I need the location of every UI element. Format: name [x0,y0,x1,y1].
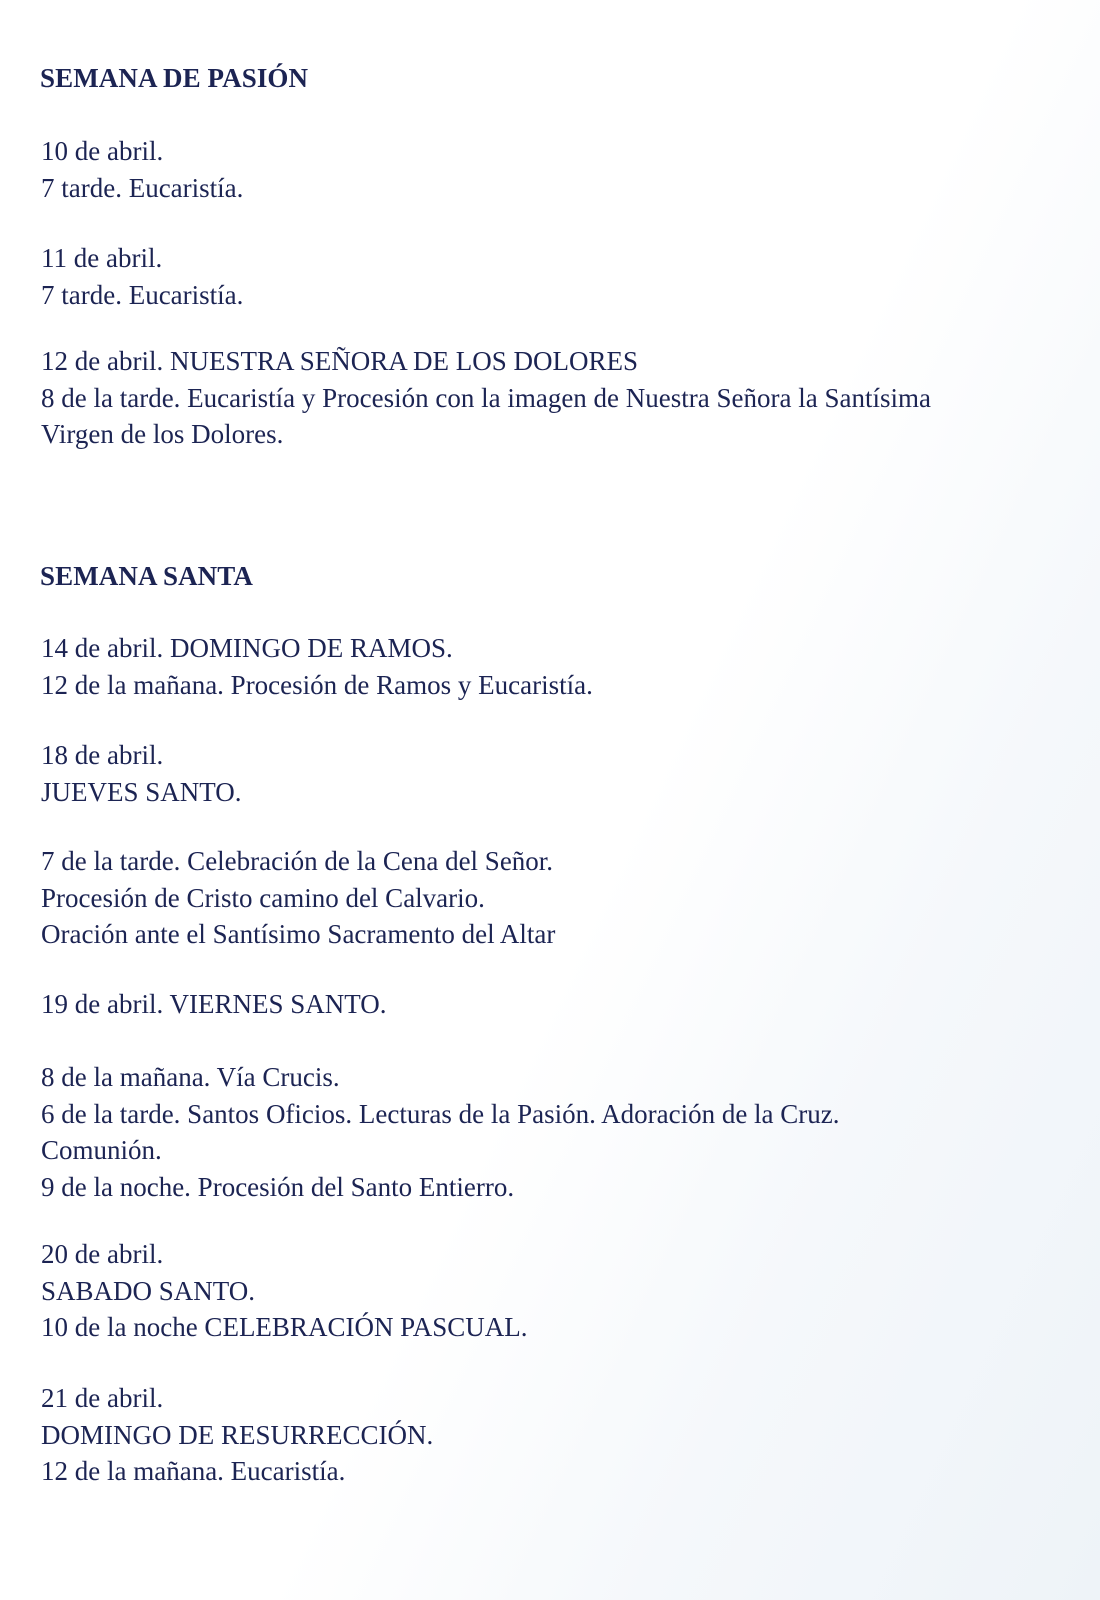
schedule-line: 12 de abril. NUESTRA SEÑORA DE LOS DOLORES [41,346,639,376]
schedule-line: 12 de la mañana. Procesión de Ramos y Eucaristía. [41,669,593,700]
schedule-line: 7 tarde. Eucaristía. [41,279,244,310]
schedule-block [41,630,1081,703]
schedule-line: 9 de la noche. Procesión del Santo Entierro. [41,1171,515,1202]
schedule-line: 6 de la tarde. Santos Oficios. Lecturas de la Pasión. Adoración de la Cruz. [41,1098,840,1129]
schedule-line: 7 de la tarde. Celebración de la Cena del Señor. [41,846,554,876]
schedule-line: DOMINGO DE RESURRECCIÓN. [41,1419,434,1450]
section-title-semana-santa: SEMANA SANTA [40,561,253,591]
schedule-line: JUEVES SANTO. [41,776,242,807]
schedule-block [41,1059,1081,1205]
schedule-line: 11 de abril. [41,243,163,273]
schedule-line: 8 de la tarde. Eucaristía y Procesión con la imagen de Nuestra Señora la Santísima [41,382,931,413]
schedule-line: 7 tarde. Eucaristía. [41,172,244,203]
schedule-line: 10 de la noche CELEBRACIÓN PASCUAL. [41,1312,528,1342]
schedule-line: Oración ante el Santísimo Sacramento del Altar [41,919,556,949]
schedule-line: 19 de abril. VIERNES SANTO. [41,989,387,1019]
schedule-line: 20 de abril. [41,1239,164,1269]
schedule-block [41,343,1081,453]
schedule-line: 12 de la mañana. Eucaristía. [41,1456,346,1486]
section-title-semana-de-pasion: SEMANA DE PASIÓN [40,63,309,93]
schedule-line: Procesión de Cristo camino del Calvario. [41,882,485,913]
schedule-block [41,737,1081,810]
schedule-line: 14 de abril. DOMINGO DE RAMOS. [41,633,453,663]
schedule-line: 8 de la mañana. Vía Crucis. [41,1062,340,1092]
schedule-line: 18 de abril. [41,740,164,770]
schedule-block [41,986,1081,1023]
schedule-line: SABADO SANTO. [41,1275,256,1306]
schedule-block [41,1380,1081,1490]
schedule-block [41,843,1081,953]
schedule-block [41,133,1081,206]
schedule-block [41,240,1081,313]
schedule-block [41,1236,1081,1346]
schedule-line: 10 de abril. [41,136,164,166]
schedule-line: 21 de abril. [41,1383,164,1413]
schedule-line: Comunión. [41,1135,162,1165]
schedule-line: Virgen de los Dolores. [41,419,284,449]
